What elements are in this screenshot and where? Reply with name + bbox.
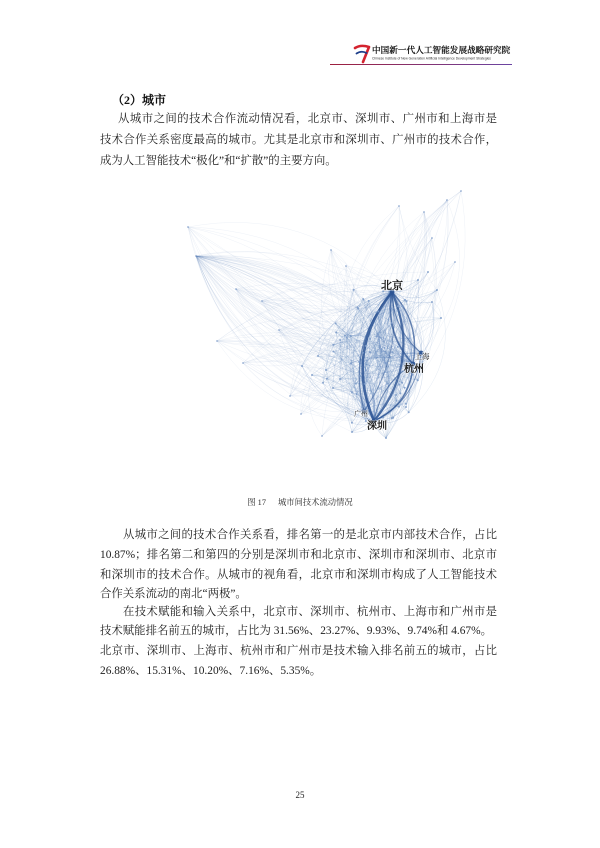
paragraph-line: 北京市、深圳市、上海市、杭州市和广州市是技术输入排名前五的城市，占比 — [100, 645, 497, 658]
network-node — [364, 383, 366, 385]
network-node — [384, 371, 386, 373]
node-label-hangzhou: 杭州 — [404, 364, 424, 375]
network-node — [402, 306, 404, 308]
figure-caption-label: 图 17 — [247, 498, 266, 507]
paragraph — [100, 109, 497, 172]
network-node — [332, 387, 334, 389]
network-node — [398, 406, 400, 408]
network-node — [369, 351, 371, 353]
network-node — [321, 435, 323, 437]
network-node — [392, 417, 394, 419]
network-node — [356, 393, 358, 395]
header-rule — [330, 64, 512, 65]
network-node — [399, 392, 401, 394]
network-node — [417, 279, 419, 281]
network-node — [195, 255, 197, 257]
page-number: 25 — [295, 790, 305, 800]
paragraph-line: 10.87%；排名第二和第四的分别是深圳市和北京市、深圳市和深圳市、北京市 — [100, 548, 497, 561]
paragraph-line: 和深圳市的技术合作。从城市的视角看，北京市和深圳市构成了人工智能技术 — [100, 568, 497, 581]
network-node — [357, 308, 359, 310]
network-node — [353, 289, 355, 291]
network-node — [332, 351, 334, 353]
network-edges — [188, 191, 465, 438]
network-node — [379, 347, 381, 349]
network-node — [301, 365, 303, 367]
network-node — [401, 382, 403, 384]
network-node — [383, 347, 385, 349]
network-node — [398, 384, 400, 386]
paragraph-line: 成为人工智能技术“极化”和“扩散”的主要方向。 — [100, 154, 337, 167]
network-node — [377, 310, 379, 312]
city-network-diagram — [180, 190, 470, 455]
network-node — [351, 422, 353, 424]
network-node — [405, 403, 407, 405]
network-node — [330, 249, 332, 251]
network-node — [391, 322, 393, 324]
node-label-shanghai: 上海 — [414, 352, 430, 361]
paragraph-line: 26.88%、15.31%、10.20%、7.16%、5.35%。 — [100, 664, 322, 677]
network-node — [427, 271, 429, 273]
network-node — [460, 190, 462, 192]
network-node — [359, 375, 361, 377]
network-node — [454, 261, 456, 263]
network-node — [375, 357, 377, 359]
paragraph-line: 技术合作关系密度最高的城市。尤其是北京市和深圳市、广州市的技术合作， — [100, 133, 497, 146]
network-node — [311, 374, 313, 376]
institute-logo-icon — [353, 43, 371, 65]
network-node — [397, 346, 399, 348]
network-node — [335, 322, 337, 324]
network-node — [381, 351, 383, 353]
network-node — [380, 348, 382, 350]
network-node — [242, 362, 244, 364]
institute-name-cn: 中国新一代人工智能发展战略研究院 — [372, 46, 511, 56]
network-node — [378, 345, 380, 347]
paragraph-line: 在技术赋能和输入关系中，北京市、深圳市、杭州市、上海市和广州市是 — [123, 605, 497, 618]
network-node — [405, 406, 407, 408]
network-node — [369, 338, 371, 340]
institute-name-en: Chinese Institute of New Generation Artificial Intelligence Development Strategies — [372, 57, 491, 61]
network-node — [261, 300, 263, 302]
network-node — [362, 352, 364, 354]
network-node — [403, 360, 405, 362]
network-node — [339, 339, 341, 341]
network-node — [386, 383, 388, 385]
network-edge — [331, 250, 418, 282]
network-node — [376, 333, 378, 335]
network-node — [368, 300, 370, 302]
network-node — [431, 301, 433, 303]
network-node — [408, 337, 410, 339]
network-node — [417, 379, 419, 381]
paragraph — [100, 526, 497, 605]
node-label-shenzhen: 深圳 — [367, 421, 387, 432]
paragraph-line: 技术赋能排名前五的城市，占比为 31.56%、23.27%、9.93%、9.74%和 4.67%。 — [100, 625, 493, 638]
network-node — [385, 437, 387, 439]
network-node — [325, 369, 327, 371]
paragraph — [100, 603, 497, 682]
network-node — [375, 311, 377, 313]
network-node — [382, 417, 384, 419]
network-node — [362, 298, 364, 300]
network-node — [326, 378, 328, 380]
network-node — [404, 387, 406, 389]
network-node — [346, 336, 348, 338]
figure-caption-title: 城市间技术流动情况 — [277, 498, 353, 507]
network-node — [339, 378, 341, 380]
network-node — [366, 360, 368, 362]
network-node — [345, 265, 347, 267]
network-node — [322, 382, 324, 384]
network-node — [278, 329, 280, 331]
figure-caption — [0, 497, 600, 509]
section-heading: （2）城市 — [112, 93, 167, 107]
network-node — [386, 362, 388, 364]
node-label-beijing: 北京 — [381, 279, 403, 292]
paragraph-line: 从城市之间的技术合作流动情况看，北京市、深圳市、广州市和上海市是 — [118, 112, 497, 125]
network-node — [446, 199, 448, 201]
network-node — [351, 431, 353, 433]
network-node — [440, 317, 442, 319]
network-node — [332, 344, 334, 346]
network-node — [300, 413, 302, 415]
network-node — [431, 237, 433, 239]
network-node — [344, 335, 346, 337]
network-node — [349, 335, 351, 337]
network-node — [355, 383, 357, 385]
node-label-guangzhou: 广州 — [354, 410, 368, 418]
paragraph-line: 合作关系流动的南北“两极”。 — [100, 588, 247, 601]
paragraph-line: 从城市之间的技术合作关系看，排名第一的是北京市内部技术合作，占比 — [123, 529, 497, 541]
network-node — [351, 391, 353, 393]
network-node — [398, 205, 400, 207]
network-node — [376, 411, 378, 413]
network-node — [335, 331, 337, 333]
network-node — [397, 305, 399, 307]
network-node — [387, 354, 389, 356]
network-node — [350, 363, 352, 365]
network-node — [187, 226, 189, 228]
network-node — [358, 361, 360, 363]
network-node — [404, 299, 406, 301]
network-node — [216, 340, 218, 342]
network-node — [395, 394, 397, 396]
network-node — [235, 288, 237, 290]
network-node — [396, 400, 398, 402]
network-node — [317, 355, 319, 357]
network-node — [361, 406, 363, 408]
network-node — [365, 345, 367, 347]
network-node — [408, 411, 410, 413]
network-node — [375, 335, 377, 337]
network-node — [391, 307, 393, 309]
network-node — [436, 289, 438, 291]
network-node — [391, 351, 393, 353]
network-node — [289, 395, 291, 397]
network-node — [423, 211, 425, 213]
